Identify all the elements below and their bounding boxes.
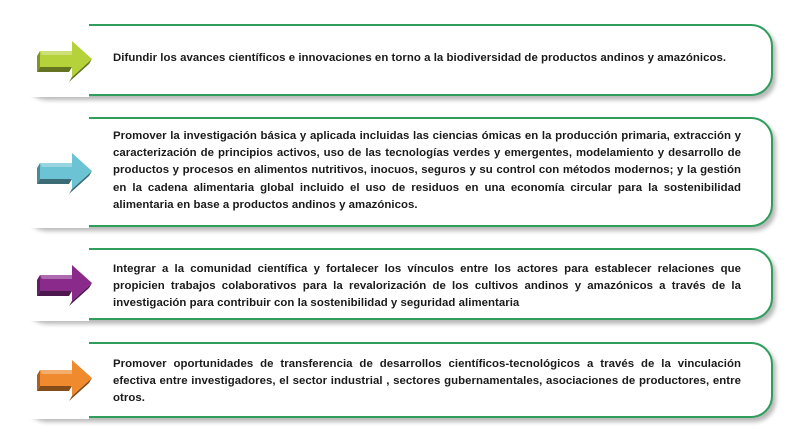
arrow-face <box>37 179 72 184</box>
objective-text-1: Difundir los avances científicos e innovaciones en torno a la biodiversidad de productos andinos y amazónicos. <box>113 52 727 64</box>
arrow-face <box>40 370 72 374</box>
arrow-face <box>40 275 72 279</box>
arrow-face <box>37 67 72 72</box>
objective-text-2: Promover la investigación básica y aplicada incluidas las ciencias ómicas en la producción primaria, extracción y caracterización de principios activos, uso de las tecnologías verdes y emergentes, modelamiento y desarrollo de productos y procesos en alimentos nutritivos, inocuos, seguros y su control con métodos modernos; y la gestión en la cadena alimentaria global incluido el uso de residuos en una economía circular para la sostenibilidad alimentaria en base a productos andinos y amazónicos. <box>113 130 741 211</box>
objective-card-3 <box>22 248 773 320</box>
right-arrow-icon <box>36 356 98 404</box>
arrow-face <box>37 291 72 296</box>
objective-text-3: Integrar a la comunidad científica y fortalecer los vínculos entre los actores para establecer relaciones que propicien trabajos colaborativos para la revalorización de los cultivos andinos y amazónicos a través de la investigación para contribuir con la sostenibilidad y seguridad alimentaria <box>113 263 741 310</box>
objective-text-4: Promover oportunidades de transferencia de desarrollos científicos-tecnológicos a través de la vinculación efectiva entre investigadores, el sector industrial , sectores gubernamentales, asociaciones de productores, entre otros. <box>113 358 741 405</box>
objective-card-4 <box>22 342 773 418</box>
right-arrow-icon <box>36 261 98 309</box>
objective-card-2 <box>22 117 773 227</box>
right-arrow-icon <box>36 37 98 85</box>
arrow-face <box>37 386 72 391</box>
arrow-face <box>40 51 72 55</box>
arrow-face <box>40 163 72 167</box>
objective-card-1 <box>22 24 773 96</box>
right-arrow-icon <box>36 149 98 197</box>
